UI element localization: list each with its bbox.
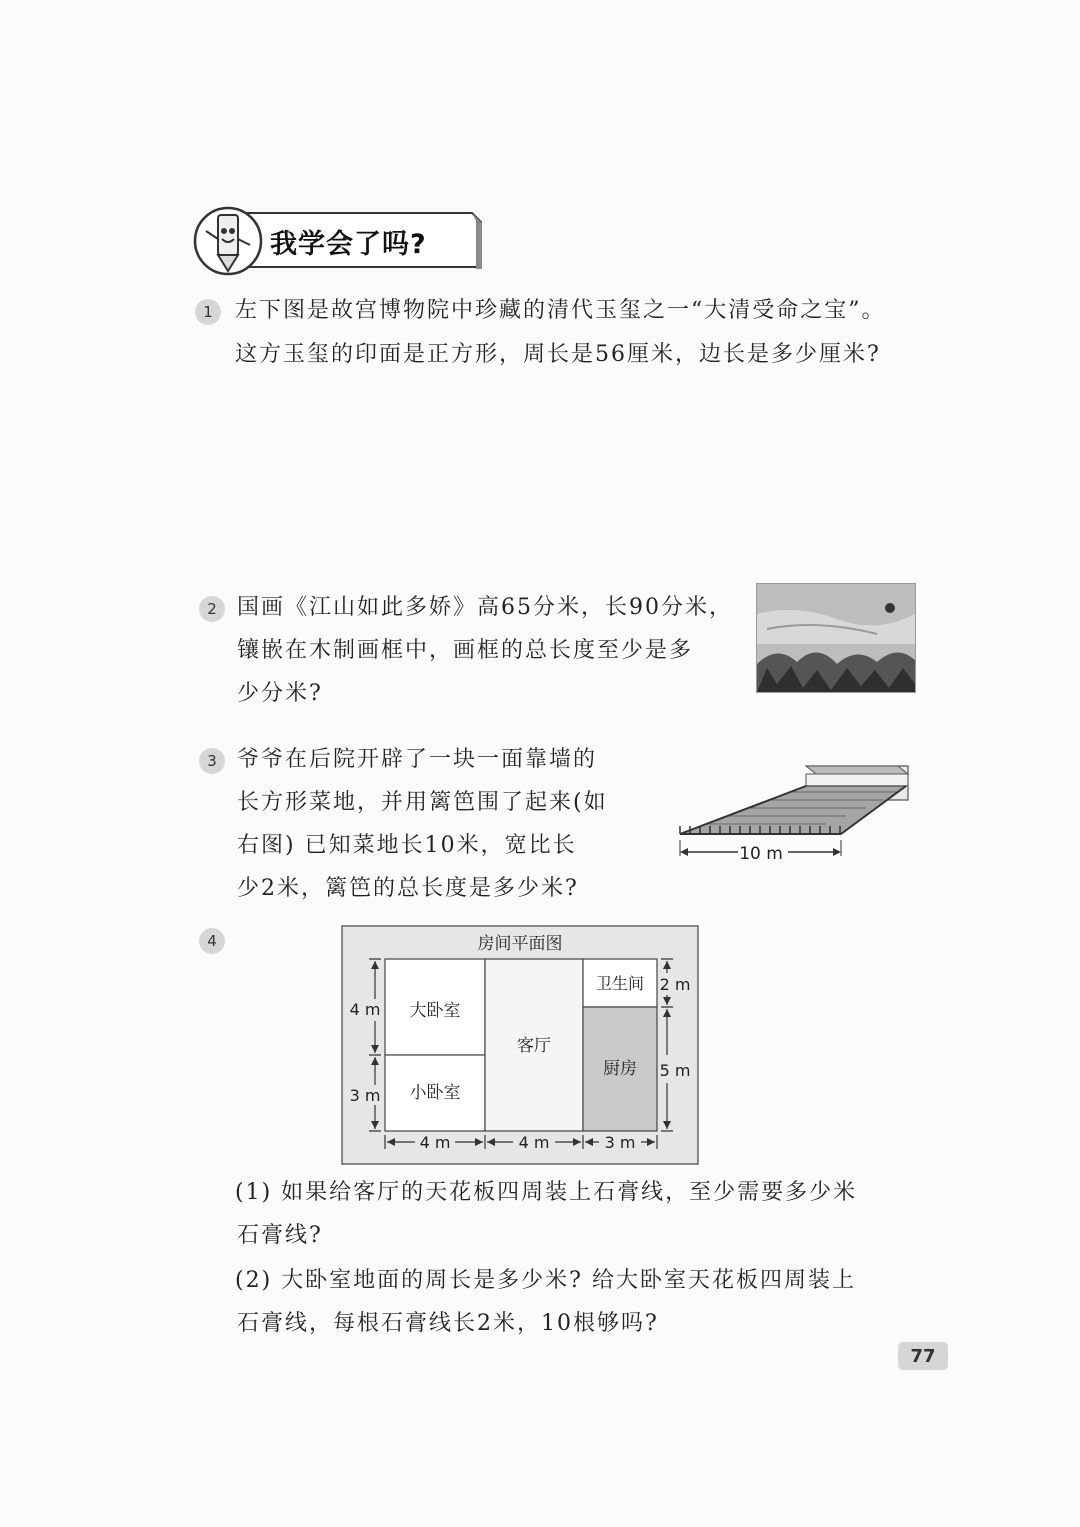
dim-bottom-3: 3 m [604, 1133, 636, 1152]
garden-length-label: 10 m [739, 844, 783, 864]
problem-number-4: 4 [199, 928, 225, 954]
problem-1-line-1: 左下图是故宫博物院中珍藏的清代玉玺之一“大清受命之宝”。 [235, 298, 886, 323]
problem-3-line-1: 爷爷在后院开辟了一块一面靠墙的 [237, 747, 598, 772]
floor-plan-title: 房间平面图 [477, 934, 563, 954]
problem-4-q1-line-1: (1) 如果给客厅的天花板四周装上石膏线，至少需要多少米 [235, 1180, 858, 1205]
problem-number-1: 1 [195, 299, 221, 325]
problem-4-q2-line-1: (2) 大卧室地面的周长是多少米? 给大卧室天花板四周装上 [235, 1268, 856, 1293]
dim-bottom-2: 4 m [518, 1133, 550, 1152]
dim-bottom-1: 4 m [419, 1133, 451, 1152]
living-room-label: 客厅 [517, 1036, 551, 1056]
page-number: 77 [898, 1342, 948, 1370]
problem-3-line-4: 少2米，篱笆的总长度是多少米? [237, 876, 579, 901]
floor-plan-diagram [341, 925, 699, 1165]
problem-1-line-2: 这方玉玺的印面是正方形，周长是56厘米，边长是多少厘米? [235, 342, 881, 367]
bathroom-label: 卫生间 [595, 974, 645, 993]
problem-2-line-2: 镶嵌在木制画框中，画框的总长度至少是多 [237, 638, 694, 663]
dim-right-bottom: 5 m [659, 1061, 691, 1080]
dim-left-top: 4 m [349, 1000, 381, 1019]
problem-number-3: 3 [199, 748, 225, 774]
problem-3-line-3: 右图) 已知菜地长10米，宽比长 [237, 833, 577, 858]
section-title: 我学会了吗? [270, 229, 427, 260]
problem-4-q1-line-2: 石膏线? [237, 1223, 323, 1248]
kitchen-label: 厨房 [603, 1059, 637, 1079]
problem-2-line-3: 少分米? [237, 681, 323, 706]
small-bedroom-label: 小卧室 [409, 1083, 461, 1103]
master-bedroom-label: 大卧室 [409, 1001, 461, 1021]
dim-right-top: 2 m [659, 975, 691, 994]
problem-4-q2-line-2: 石膏线，每根石膏线长2米，10根够吗? [237, 1311, 659, 1336]
problem-3-line-2: 长方形菜地，并用篱笆围了起来(如 [237, 790, 608, 815]
vegetable-garden-diagram [676, 760, 916, 870]
dim-left-bottom: 3 m [349, 1086, 381, 1105]
problem-2-line-1: 国画《江山如此多娇》高65分米，长90分米， [237, 595, 733, 620]
landscape-painting-image [756, 583, 916, 693]
problem-number-2: 2 [199, 596, 225, 622]
